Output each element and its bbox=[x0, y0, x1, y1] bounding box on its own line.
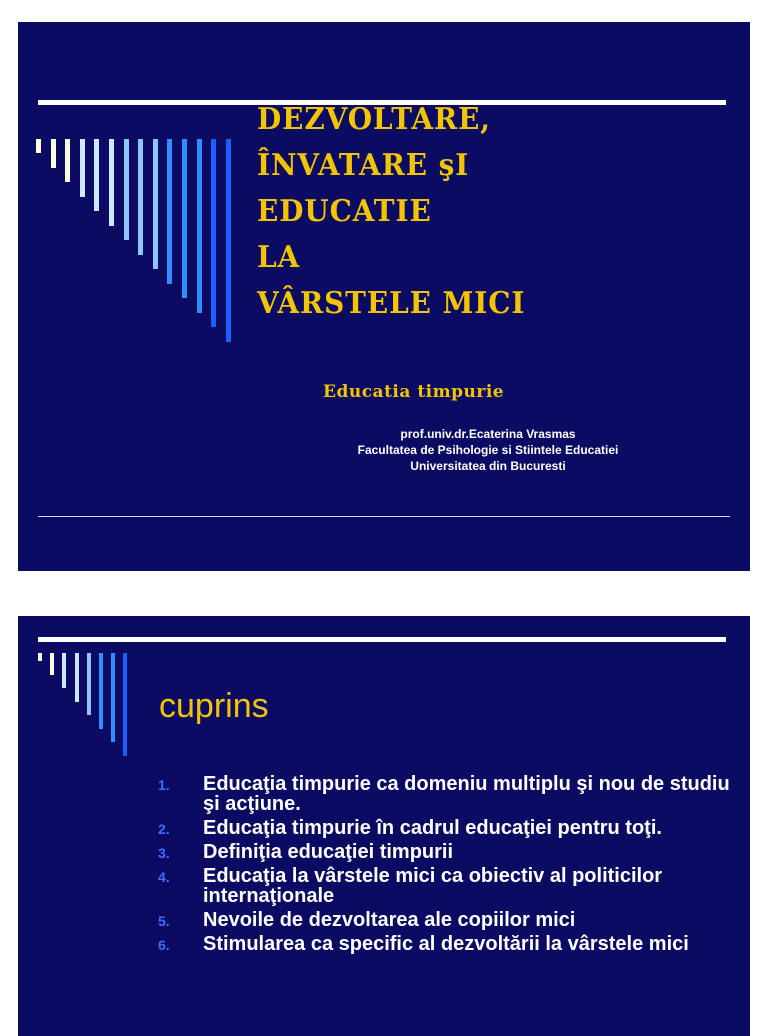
faculty-name: Facultatea de Psihologie si Stiintele Educatiei bbox=[357, 443, 619, 457]
decorative-bar bbox=[167, 139, 172, 284]
title-line-4: LA bbox=[257, 240, 301, 275]
decorative-bar bbox=[182, 139, 187, 298]
list-item bbox=[158, 842, 738, 862]
list-item-text: Nevoile de dezvoltarea ale copiilor mici bbox=[203, 909, 576, 931]
slide-contents bbox=[18, 616, 750, 1036]
list-item bbox=[158, 866, 738, 906]
top-rule bbox=[38, 637, 726, 642]
list-item bbox=[158, 774, 738, 814]
list-item-number: 2. bbox=[158, 821, 170, 837]
decorative-bar bbox=[75, 653, 79, 702]
decorative-bar bbox=[80, 139, 85, 197]
list-item-text: Educaţia timpurie în cadrul educaţiei pentru toţi. bbox=[203, 817, 662, 839]
decorative-bar bbox=[99, 653, 103, 729]
decorative-bar bbox=[65, 139, 70, 182]
decorative-bar bbox=[153, 139, 158, 269]
list-item-text: Definiţia educaţiei timpurii bbox=[203, 841, 454, 863]
list-item-number: 1. bbox=[158, 777, 170, 793]
list-item-number: 4. bbox=[158, 869, 170, 885]
list-item bbox=[158, 934, 738, 954]
list-item-text: Educaţia timpurie ca domeniu multiplu şi nou de studiu şi acţiune. bbox=[203, 773, 730, 815]
decorative-bar bbox=[36, 139, 41, 153]
title-line-5: VÂRSTELE MICI bbox=[257, 286, 526, 321]
decorative-bar bbox=[62, 653, 66, 688]
bottom-rule bbox=[38, 516, 730, 517]
decorative-bar bbox=[211, 139, 216, 327]
list-item bbox=[158, 818, 738, 838]
section-title: cuprins bbox=[159, 687, 269, 725]
decorative-bar bbox=[123, 653, 127, 756]
list-item-text: Stimularea ca specific al dezvoltării la vârstele mici bbox=[203, 933, 689, 955]
decorative-bar bbox=[226, 139, 231, 342]
title-line-3: EDUCATIE bbox=[257, 194, 432, 229]
contents-list bbox=[158, 774, 738, 958]
decorative-bar bbox=[138, 139, 143, 255]
list-item-number: 3. bbox=[158, 845, 170, 861]
decorative-bar bbox=[124, 139, 129, 240]
list-item-number: 5. bbox=[158, 913, 170, 929]
title-line-1: DEZVOLTARE, bbox=[257, 102, 491, 137]
decorative-bar bbox=[94, 139, 99, 211]
title-line-2: ÎNVATARE şI bbox=[257, 148, 470, 183]
decorative-bar bbox=[87, 653, 91, 715]
list-item-text: Educaţia la vârstele mici ca obiectiv al politicilor internaţionale bbox=[203, 865, 663, 907]
decorative-bar bbox=[109, 139, 114, 226]
author-name: prof.univ.dr.Ecaterina Vrasmas bbox=[400, 427, 576, 441]
decorative-bar bbox=[50, 653, 54, 675]
decorative-bar bbox=[38, 653, 42, 661]
subtitle: Educatia timpurie bbox=[323, 382, 505, 402]
decorative-bar bbox=[111, 653, 115, 742]
university-name: Universitatea din Bucuresti bbox=[410, 459, 566, 473]
slide-title bbox=[18, 22, 750, 571]
list-item-number: 6. bbox=[158, 937, 170, 953]
author-block bbox=[318, 426, 658, 474]
decorative-bar bbox=[51, 139, 56, 168]
list-item bbox=[158, 910, 738, 930]
decorative-bar bbox=[197, 139, 202, 313]
